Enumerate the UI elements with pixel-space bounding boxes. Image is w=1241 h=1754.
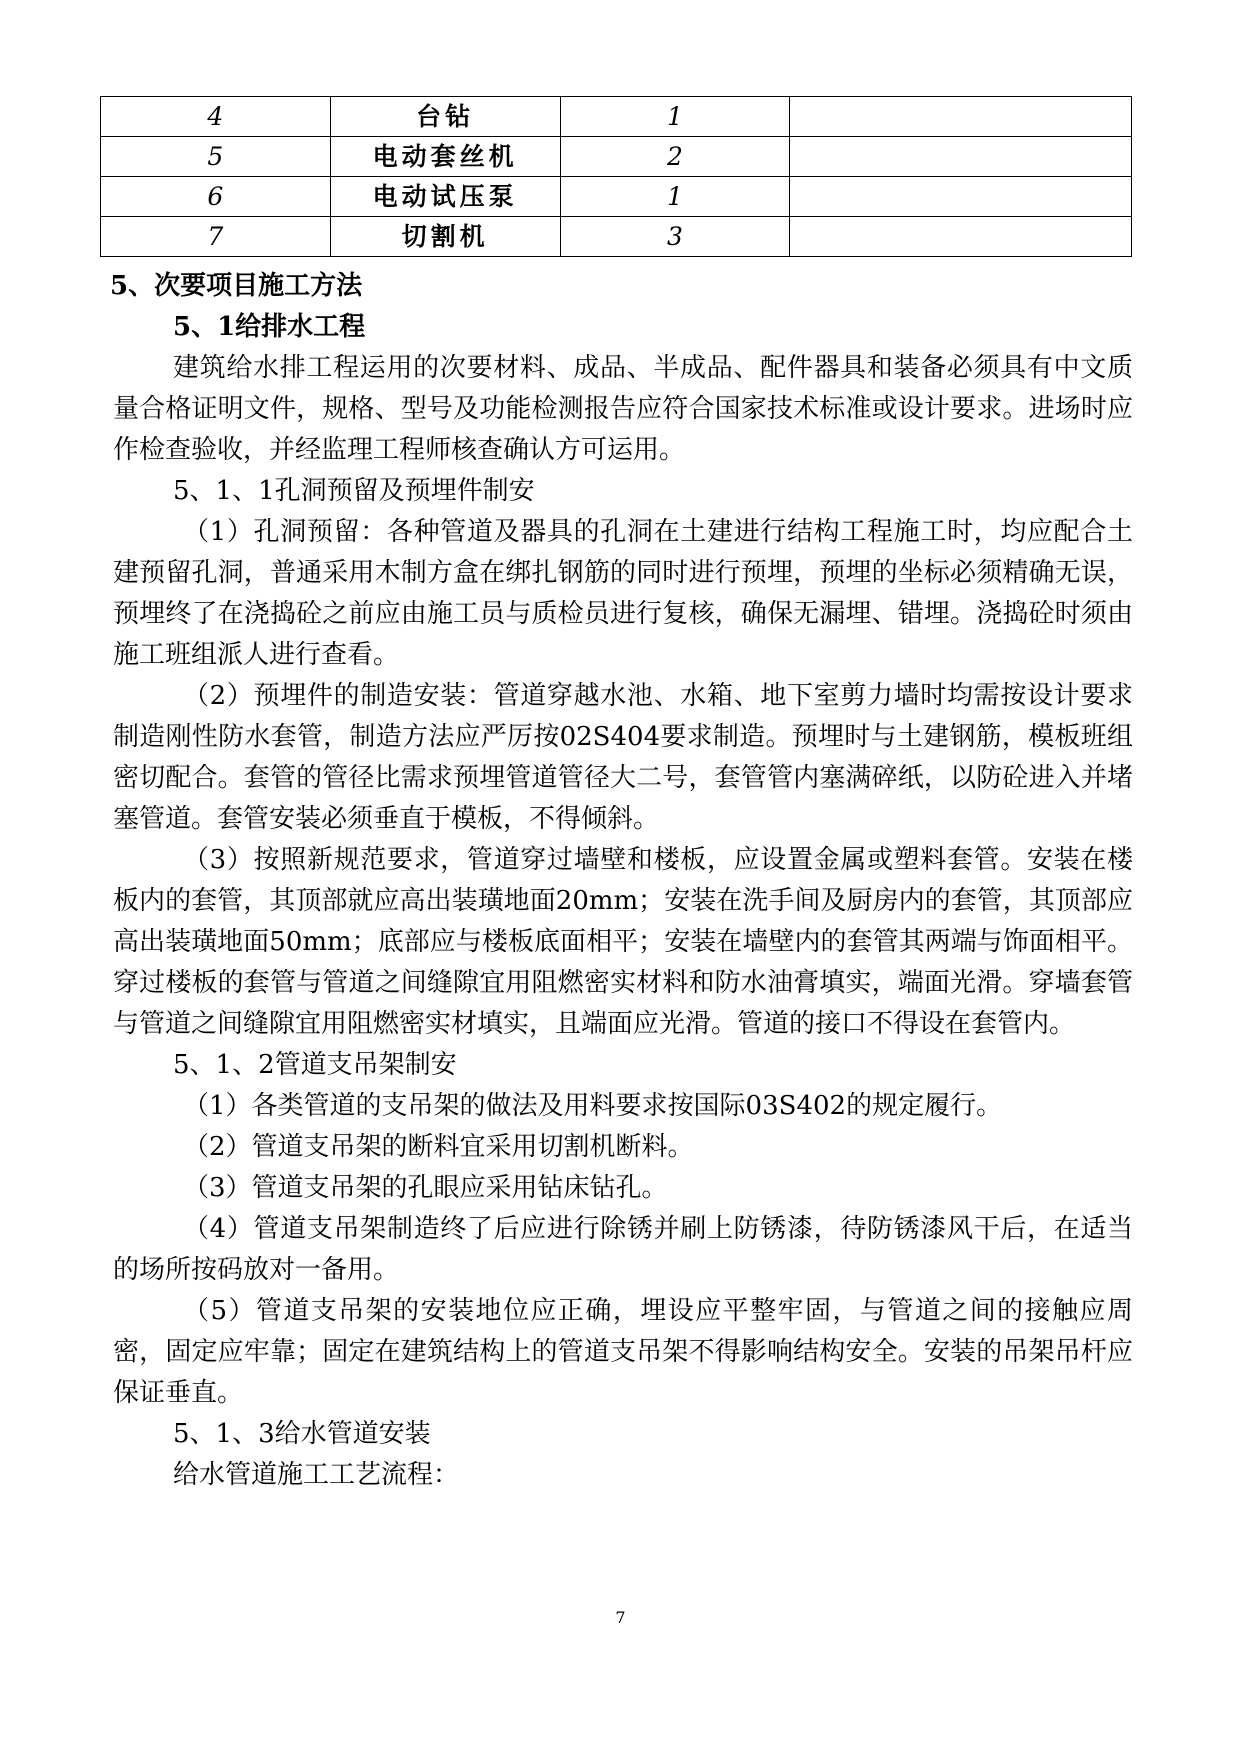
subsection-title: 5、1、2管道支吊架制安 — [173, 1050, 457, 1080]
paragraph: （3）管道支吊架的孔眼应采用钻床钻孔。 — [183, 1173, 668, 1203]
equipment-remark — [790, 137, 1132, 177]
subsection-title: 5、1、1孔洞预留及预埋件制安 — [173, 476, 535, 506]
equipment-name: 切割机 — [330, 217, 560, 257]
paragraph: （4）管道支吊架制造终了后应进行除锈并刷上防锈漆，待防锈漆风干后，在适当的场所按码放对一备用。 — [113, 1214, 1133, 1285]
paragraph: （2）预埋件的制造安装：管道穿越水池、水箱、地下室剪力墙时均需按设计要求制造刚性防水套管，制造方法应严厉按02S404要求制造。预埋时与土建钢筋，模板班组密切配合。套管的管径比需求预埋管道管径大二号，套管管内塞满碎纸，以防砼进入并堵塞管道。套管安装必须垂直于模板，不得倾斜。 — [113, 681, 1133, 834]
page-number: 7 — [615, 1608, 626, 1627]
paragraph: （5）管道支吊架的安装地位应正确，埋设应平整牢固，与管道之间的接触应周密，固定应牢靠；固定在建筑结构上的管道支吊架不得影响结构安全。安装的吊架吊杆应保证垂直。 — [113, 1296, 1133, 1408]
row-number: 7 — [101, 217, 331, 257]
equipment-remark — [790, 217, 1132, 257]
subsection-title: 5、1、3给水管道安装 — [173, 1419, 431, 1449]
paragraph: 建筑给水排工程运用的次要材料、成品、半成品、配件器具和装备必须具有中文质量合格证明文件，规格、型号及功能检测报告应符合国家技术标准或设计要求。进场时应作检查验收，并经监理工程师核查确认方可运用。 — [113, 353, 1133, 465]
equipment-quantity: 2 — [560, 137, 790, 177]
subsection-heading: 5、1给排水工程 — [173, 312, 366, 342]
equipment-quantity: 3 — [560, 217, 790, 257]
equipment-remark — [790, 97, 1132, 137]
table-row — [101, 217, 1132, 257]
paragraph: （1）孔洞预留：各种管道及器具的孔洞在土建进行结构工程施工时，均应配合土建预留孔洞，普通采用木制方盒在绑扎钢筋的同时进行预埋，预埋的坐标必须精确无误，预埋终了在浇捣砼之前应由施工员与质检员进行复核，确保无漏埋、错埋。浇捣砼时须由施工班组派人进行查看。 — [113, 517, 1133, 670]
paragraph: （1）各类管道的支吊架的做法及用料要求按国际03S402的规定履行。 — [183, 1091, 1003, 1121]
paragraph: （3）按照新规范要求，管道穿过墙壁和楼板，应设置金属或塑料套管。安装在楼板内的套管，其顶部就应高出装璜地面20mm；安装在洗手间及厨房内的套管，其顶部应高出装璜地面50mm；底部应与楼板底面相平；安装在墙壁内的套管其两端与饰面相平。穿过楼板的套管与管道之间缝隙宜用阻燃密实材料和防水油膏填实，端面光滑。穿墙套管与管道之间缝隙宜用阻燃密实材填实，且端面应光滑。管道的接口不得设在套管内。 — [113, 845, 1133, 1039]
section-heading: 5、次要项目施工方法 — [110, 271, 363, 301]
table-row — [101, 97, 1132, 137]
table-row — [101, 137, 1132, 177]
equipment-quantity: 1 — [560, 177, 790, 217]
equipment-name: 台钻 — [330, 97, 560, 137]
equipment-table — [100, 96, 1132, 257]
equipment-quantity: 1 — [560, 97, 790, 137]
body-text — [110, 266, 1133, 1496]
row-number: 6 — [101, 177, 331, 217]
equipment-name: 电动套丝机 — [330, 137, 560, 177]
table-row — [101, 177, 1132, 217]
process-flow-label: 给水管道施工工艺流程： — [173, 1460, 460, 1490]
paragraph: （2）管道支吊架的断料宜采用切割机断料。 — [183, 1132, 694, 1162]
row-number: 5 — [101, 137, 331, 177]
row-number: 4 — [101, 97, 331, 137]
equipment-name: 电动试压泵 — [330, 177, 560, 217]
equipment-remark — [790, 177, 1132, 217]
